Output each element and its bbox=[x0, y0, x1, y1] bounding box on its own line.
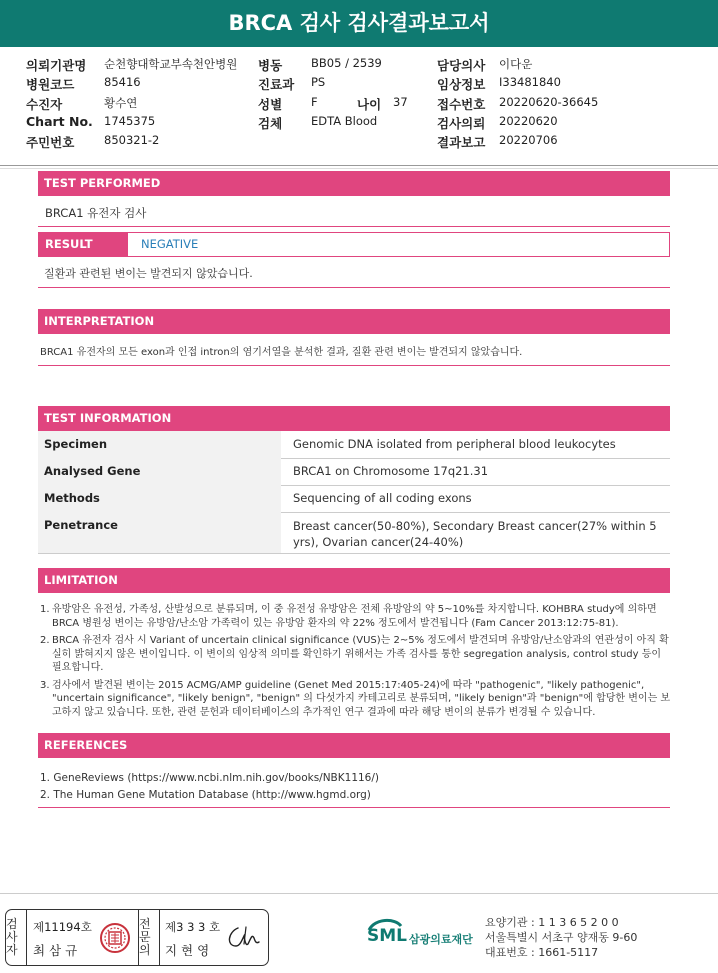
info-row-gene bbox=[38, 458, 670, 486]
meta-label: 담당의사 bbox=[437, 58, 486, 73]
examiner-name: 최 삼 규 bbox=[33, 943, 78, 958]
result-note: 질환과 관련된 변이는 발견되지 않았습니다. bbox=[44, 267, 253, 280]
section-divider bbox=[38, 287, 670, 288]
info-key: Analysed Gene bbox=[38, 458, 281, 485]
specialist-name: 지 현 영 bbox=[165, 943, 210, 958]
section-test-information-heading: TEST INFORMATION bbox=[38, 406, 670, 431]
age-value: 37 bbox=[393, 95, 408, 109]
info-row-specimen bbox=[38, 431, 670, 459]
organization-name: 삼광의료재단 bbox=[409, 933, 473, 946]
meta-value: EDTA Blood bbox=[311, 114, 378, 128]
meta-divider bbox=[0, 165, 718, 166]
meta-value: PS bbox=[311, 75, 326, 89]
list-item-text: 유방암은 유전성, 가족성, 산발성으로 분류되며, 이 중 유전성 유방암은 전체 유방암의 약 5~10%를 차지합니다. KOHBRA study에 의하면 BRCA 병원성 변이는 유방암/난소암 가족력이 있는 유방암 환자의 약 22% 정도에서 발견됩니다 (Fam Cancer 2013:12:75-81). bbox=[52, 604, 657, 629]
report-title: BRCA 검사 검사결과보고서 bbox=[0, 0, 718, 47]
signature-icon bbox=[224, 924, 262, 952]
info-value: Breast cancer(50-80%), Secondary Breast cancer(27% within 5 yrs), Ovarian cancer(24-40%) bbox=[293, 519, 657, 549]
info-row-penetrance bbox=[38, 512, 670, 554]
meta-label: 병동 bbox=[258, 58, 283, 73]
patient-meta bbox=[0, 47, 718, 165]
section-divider bbox=[38, 807, 670, 808]
meta-label: 검사의뢰 bbox=[437, 116, 486, 131]
sml-logo bbox=[365, 914, 485, 958]
info-value: Sequencing of all coding exons bbox=[293, 491, 472, 505]
meta-value: 20220620 bbox=[499, 114, 558, 128]
meta-value: 20220706 bbox=[499, 133, 558, 147]
references-list bbox=[40, 770, 672, 804]
meta-value: 1745375 bbox=[104, 114, 156, 128]
institution-number: 요양기관 : 1 1 3 6 5 2 0 0 bbox=[485, 916, 619, 929]
logo-text: SML bbox=[367, 926, 407, 946]
examiner-license-no: 제11194호 bbox=[33, 920, 92, 934]
reference-item: 2. The Human Gene Mutation Database (http://www.hgmd.org) bbox=[40, 789, 371, 801]
result-row bbox=[38, 232, 670, 257]
meta-divider bbox=[0, 168, 718, 169]
organization-info bbox=[485, 915, 637, 960]
organization-phone: 대표번호 : 1661-5117 bbox=[485, 946, 599, 959]
info-key: Methods bbox=[38, 485, 281, 512]
reference-item: 1. GeneReviews (https://www.ncbi.nlm.nih.gov/books/NBK1116/) bbox=[40, 772, 379, 784]
meta-value: 850321-2 bbox=[104, 133, 160, 147]
meta-value: BB05 / 2539 bbox=[311, 56, 382, 70]
list-item bbox=[40, 603, 672, 630]
meta-value: I33481840 bbox=[499, 75, 561, 89]
meta-value: 황수연 bbox=[104, 96, 138, 110]
age-label: 나이 bbox=[357, 97, 382, 112]
section-test-performed-heading: TEST PERFORMED bbox=[38, 171, 670, 196]
info-value: Genomic DNA isolated from peripheral blood leukocytes bbox=[293, 437, 616, 451]
section-interpretation-heading: INTERPRETATION bbox=[38, 309, 670, 334]
meta-label: 진료과 bbox=[258, 77, 295, 92]
result-value: NEGATIVE bbox=[141, 237, 199, 251]
specialist-label: 전문의 bbox=[138, 910, 160, 965]
section-divider bbox=[38, 226, 670, 227]
meta-value: 20220620-36645 bbox=[499, 95, 599, 109]
section-limitation-heading: LIMITATION bbox=[38, 568, 670, 593]
info-row-methods bbox=[38, 485, 670, 513]
footer-divider bbox=[0, 893, 718, 894]
meta-label: 결과보고 bbox=[437, 135, 486, 150]
meta-label: 검체 bbox=[258, 116, 283, 131]
list-item bbox=[40, 679, 672, 720]
list-item-text: BRCA 유전자 검사 시 Variant of uncertain clinical significance (VUS)는 2~5% 정도에서 발견되며 유방암/난소암과의 연관성이 아직 확실히 밝혀지지 않은 변이입니다. 이 변이의 임상적 의미를 확인하기 위해서는 가족 검사를 통한 segregation analysis, control study 등이 필요합니다. bbox=[52, 635, 669, 673]
meta-value: 이다운 bbox=[499, 57, 533, 71]
section-divider bbox=[38, 365, 670, 366]
specialist-license-no: 제3 3 3 호 bbox=[165, 920, 221, 934]
list-item bbox=[40, 634, 672, 675]
meta-label: 접수번호 bbox=[437, 97, 486, 112]
info-key: Specimen bbox=[38, 431, 281, 458]
meta-label: Chart No. bbox=[26, 114, 93, 129]
meta-label: 병원코드 bbox=[26, 77, 75, 92]
meta-label: 임상정보 bbox=[437, 77, 486, 92]
signature-box bbox=[5, 909, 269, 966]
examiner-label: 검사자 bbox=[6, 910, 27, 965]
test-performed-value: BRCA1 유전자 검사 bbox=[45, 206, 147, 220]
info-key: Penetrance bbox=[38, 512, 281, 553]
meta-label: 주민번호 bbox=[26, 135, 75, 150]
meta-value: 85416 bbox=[104, 75, 141, 89]
meta-value: F bbox=[311, 95, 318, 109]
meta-value: 순천향대학교부속천안병원 bbox=[104, 57, 238, 71]
organization-address: 서울특별시 서초구 양재동 9-60 bbox=[485, 931, 638, 944]
list-item-text: 검사에서 발견된 변이는 2015 ACMG/AMP guideline (Genet Med 2015:17:405-24)에 따라 "pathogenic", "likely pathogenic", "uncertain significance", "likely benign", "benign" 의 다섯가지 카테고리로 분류되며, "likely benign"과 "benign"에 합당한 변이는 보고하지 않고 있습니다. 또한, 관련 문헌과 데이터베이스의 추가적인 연구 결과에 따라 해당 변이의 분류가 변경될 수 있습니다. bbox=[52, 679, 671, 718]
section-references-heading: REFERENCES bbox=[38, 733, 670, 758]
interpretation-text: BRCA1 유전자의 모든 exon과 인접 intron의 염기서열을 분석한 결과, 질환 관련 변이는 발견되지 않았습니다. bbox=[40, 347, 523, 358]
seal-icon bbox=[99, 922, 131, 954]
meta-label: 의뢰기관명 bbox=[26, 58, 87, 73]
info-value: BRCA1 on Chromosome 17q21.31 bbox=[293, 464, 489, 478]
result-heading: RESULT bbox=[39, 233, 128, 256]
list-item-number: 2. bbox=[40, 635, 50, 646]
meta-label: 성별 bbox=[258, 97, 283, 112]
list-item-number: 1. bbox=[40, 604, 50, 615]
meta-label: 수진자 bbox=[26, 97, 63, 112]
list-item-number: 3. bbox=[40, 679, 50, 691]
limitation-list bbox=[40, 603, 672, 723]
